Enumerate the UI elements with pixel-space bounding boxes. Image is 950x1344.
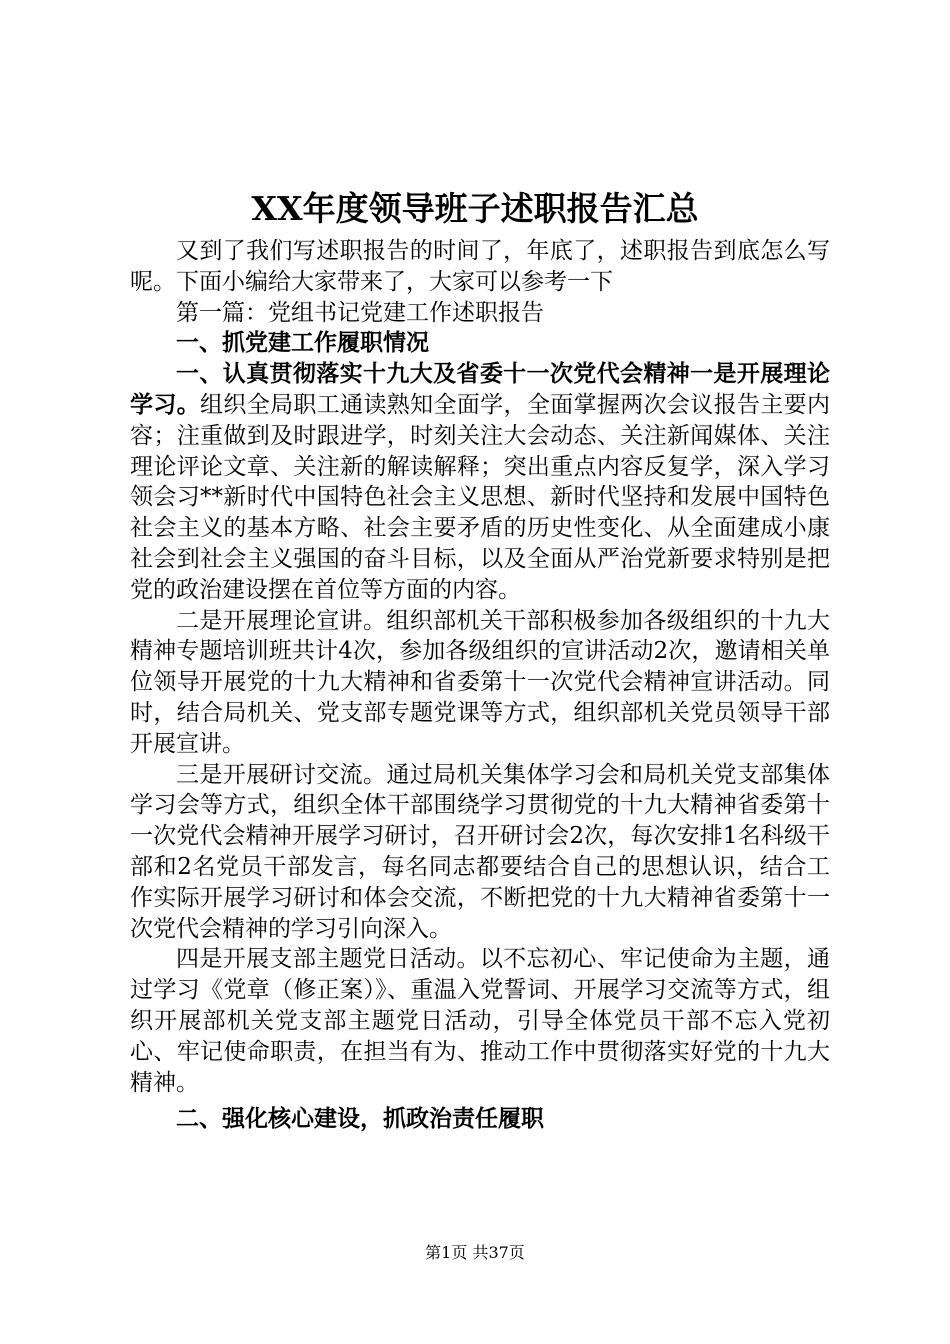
item4-paragraph: 四是开展支部主题党日活动。以不忘初心、牢记使命为主题，通过学习《党章（修正案）》、重温入党誓词、开展学习交流等方式，组织开展部机关党支部主题党日活动，引导全体党员干部不忘入党初心、牢记使命职责，在担当有为、推动工作中贯彻落实好党的十九大精神。 [130,946,830,1096]
section1-heading: 一、抓党建工作履职情况 [176,329,429,357]
part-title: 第一篇：党组书记党建工作述职报告 [176,299,544,326]
document-body [130,236,830,1135]
document-title: XX年度领导班子述职报告汇总 [251,189,699,228]
section2-heading: 二、强化核心建设，抓政治责任履职 [176,1105,544,1133]
item3-paragraph: 三是开展研讨交流。通过局机关集体学习会和局机关党支部集体学习会等方式，组织全体干部围绕学习贯彻党的十九大精神省委第十一次党代会精神开展学习研讨，召开研讨会2次，每次安排1名科级干部和2名党员干部发言，每名同志都要结合自己的思想认识，结合工作实际开展学习研讨和体会交流，不断把党的十九大精神省委第十一次党代会精神的学习引向深入。 [130,761,830,942]
item1-text: 组织全局职工通读熟知全面学，全面掌握两次会议报告主要内容；注重做到及时跟进学，时刻关注大会动态、关注新闻媒体、关注理论评论文章、关注新的解读解释；突出重点内容反复学，深入学习领会习**新时代中国特色社会主义思想、新时代坚持和发展中国特色社会主义的基本方略、社会主要矛盾的历史性变化、从全面建成小康社会到社会主义强国的奋斗目标，以及全面从严治党新要求特别是把党的政治建设摆在首位等方面的内容。 [130,391,831,603]
item1-lead: 一、认真贯彻落实十九大及省委十一次党代会精神一是开展理论学习。 [130,360,830,418]
item1-paragraph [130,359,830,605]
intro-paragraph: 又到了我们写述职报告的时间了，年底了，述职报告到底怎么写呢。下面小编给大家带来了，大家可以参考一下 [130,238,830,295]
item2-paragraph: 二是开展理论宣讲。组织部机关干部积极参加各级组织的十九大精神专题培训班共计4次，参加各级组织的宣讲活动2次，邀请相关单位领导开展党的十九大精神和省委第十一次党代会精神宣讲活动。同时，结合局机关、党支部专题党课等方式，组织部机关党员领导干部开展宣讲。 [130,607,830,757]
page-footer: 第1页 共37页 [425,1243,525,1262]
